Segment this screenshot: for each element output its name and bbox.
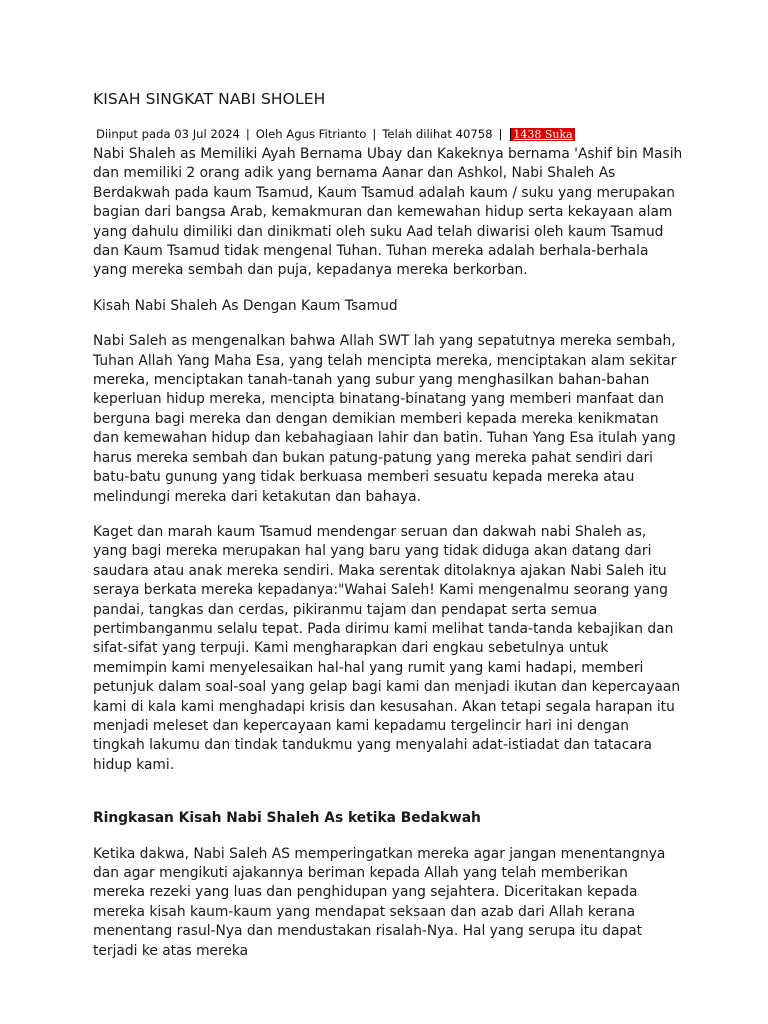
paragraph-reaction: Kaget dan marah kaum Tsamud mendengar seruan dan dakwah nabi Shaleh as, yang bagi mereka merupakan hal yang baru yang tidak diduga akan datang dari saudara atau anak mereka sendiri. Maka serentak ditolaknya ajakan Nabi Saleh itu seraya berkata mereka kepadanya:"Wahai Saleh! Kami mengenalmu seorang yang pandai, tangkas dan cerdas, pikiranmu tajam dan pendapat serta semua pertimbanganmu selalu tepat. Pada dirimu kami melihat tanda-tanda kebajikan dan sifat-sifat yang terpuji. Kami mengharapkan dari engkau sebetulnya untuk memimpin kami menyelesaikan hal-hal yang rumit yang kami hadapi, memberi petunjuk dalam soal-soal yang gelap bagi kami dan menjadi ikutan dan kepercayaan kami di kala kami menghadapi krisis dan kesusahan. Akan tetapi segala harapan itu menjadi meleset dan kepercayaan kami kepadamu tergelincir hari ini dengan tingkah lakumu dan tindak tandukmu yang menyalahi adat-istiadat dan tatacara hidup kami. <box>93 523 681 773</box>
meta-separator: | <box>498 127 503 141</box>
posted-date: Diinput pada 03 Jul 2024 <box>96 127 240 141</box>
meta-separator: | <box>372 127 377 141</box>
section-heading-bold: Ringkasan Kisah Nabi Shaleh As ketika Bedakwah <box>93 810 481 827</box>
author: Oleh Agus Fitrianto <box>255 127 367 141</box>
document-title: KISAH SINGKAT NABI SHOLEH <box>93 90 326 108</box>
section-heading: Kisah Nabi Shaleh As Dengan Kaum Tsamud <box>93 297 398 314</box>
paragraph-intro: Nabi Shaleh as Memiliki Ayah Bernama Ubay dan Kakeknya bernama 'Ashif bin Masih dan memiliki 2 orang adik yang bernama Aanar dan Ashkol, Nabi Shaleh As Berdakwah pada kaum Tsamud, Kaum Tsamud adalah kaum / suku yang merupakan bagian dari bangsa Arab, kemakmuran dan kemewahan hidup serta kekayaan alam yang dahulu dimiliki dan dinikmati oleh suku Aad telah diwarisi oleh kaum Tsamud dan Kaum Tsamud tidak mengenal Tuhan. Tuhan mereka adalah berhala-berhala yang mereka sembah dan puja, kepadanya mereka berkorban. <box>93 146 683 279</box>
paragraph-summary: Ketika dakwa, Nabi Saleh AS memperingatkan mereka agar jangan menentangnya dan agar mengikuti ajakannya beriman kepada Allah yang telah memberikan mereka rezeki yang luas dan penghidupan yang sejahtera. Diceritakan kepada mereka kisah kaum-kaum yang mendapat seksaan dan azab dari Allah kerana menentang rasul-Nya dan mendustakan risalah-Nya. Hal yang serupa itu dapat terjadi ke atas mereka <box>93 845 666 959</box>
article-body <box>93 145 683 961</box>
view-count: Telah dilihat 40758 <box>382 127 493 141</box>
like-button[interactable]: 1438 Suka <box>510 128 574 141</box>
paragraph-dakwah: Nabi Saleh as mengenalkan bahwa Allah SWT lah yang sepatutnya mereka sembah, Tuhan Allah Yang Maha Esa, yang telah mencipta mereka, menciptakan alam sekitar mereka, menciptakan tanah-tanah yang subur yang menghasilkan bahan-bahan keperluan hidup mereka, mencipta binatang-binatang yang memberi manfaat dan berguna bagi mereka dan dengan demikian memberi kepada mereka kenikmatan dan kemewahan hidup dan kebahagiaan lahir dan batin. Tuhan Yang Esa itulah yang harus mereka sembah dan bukan patung-patung yang mereka pahat sendiri dari batu-batu gunung yang tidak berkuasa memberi sesuatu kepada mereka atau melindungi mereka dari ketakutan dan bahaya. <box>93 333 677 505</box>
meta-separator: | <box>245 127 250 141</box>
post-meta <box>96 127 575 141</box>
